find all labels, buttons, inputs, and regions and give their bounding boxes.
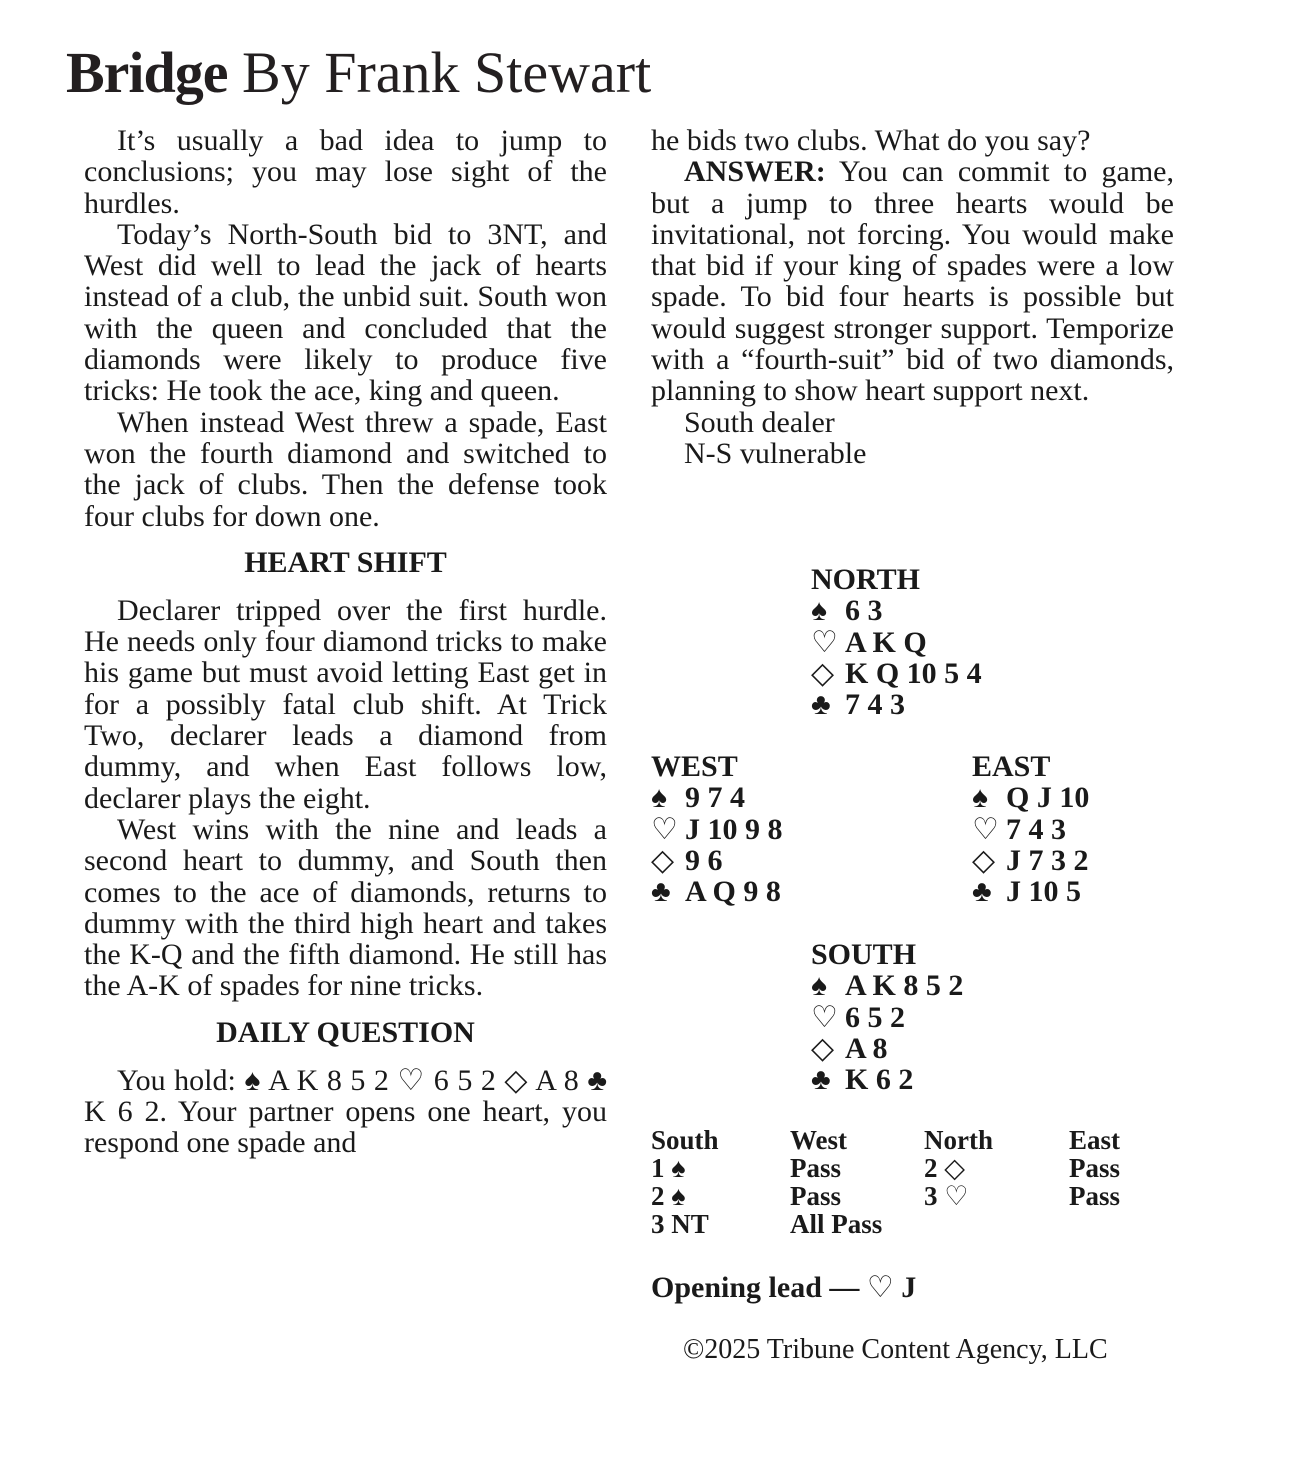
west-clubs: A Q 9 8 [685, 875, 781, 909]
auction-bid: Pass [1069, 1153, 1121, 1183]
intro-paragraph: When instead West threw a spade, East won the fourth diamond and switched to the jack of clubs. Then the defense took four clubs for down one. [84, 405, 607, 533]
diamond-icon: ◇ [651, 843, 675, 877]
north-hearts: A K Q [845, 625, 927, 659]
west-hand [651, 751, 783, 907]
spade-icon: ♠ [972, 781, 988, 815]
auction-bid [1069, 1210, 1191, 1238]
club-icon: ♣ [651, 875, 671, 909]
north-hand [811, 564, 982, 720]
answer-paragraph [651, 156, 1174, 406]
section-paragraph: West wins with the nine and leads a second heart to dummy, and South then comes to the ace of diamonds, returns to dummy with the third high heart and takes the K-Q and the fifth diamond. He still has the A-K of spades for nine tricks. [84, 812, 607, 1003]
heart-icon: ♡ [651, 812, 678, 846]
auction-header-row [651, 1126, 1191, 1154]
auction-bid: Pass [1069, 1181, 1121, 1211]
intro-paragraph: Today’s North-South bid to 3NT, and West did well to lead the jack of hearts instead of a club, the unbid suit. South won with the queen and concluded that the diamonds were likely to produce five tricks: He took the ace, king and queen. [84, 217, 607, 408]
section-paragraph: Declarer tripped over the first hurdle. He needs only four diamond tricks to make his game but must avoid letting East get in for a possibly fatal club shift. At Trick Two, declarer leads a diamond from dummy, and when East follows low, declarer plays the eight. [84, 593, 607, 815]
copyright-notice: ©2025 Tribune Content Agency, LLC [683, 1334, 1108, 1365]
north-diamonds: K Q 10 5 4 [845, 656, 982, 690]
east-clubs: J 10 5 [1006, 875, 1081, 909]
left-column [84, 125, 607, 1159]
right-column [651, 125, 1174, 469]
auction-header: East [1069, 1125, 1121, 1155]
club-icon: ♣ [811, 688, 831, 722]
east-hearts: 7 4 3 [1006, 812, 1066, 846]
auction-header: North [924, 1125, 993, 1155]
auction-row [651, 1210, 1191, 1238]
spade-icon: ♠ [811, 594, 827, 628]
east-spades: Q J 10 [1006, 781, 1090, 815]
north-clubs: 7 4 3 [845, 688, 905, 722]
diamond-icon: ◇ [811, 656, 835, 690]
east-hand [972, 751, 1089, 907]
vulnerability-line: N-S vulnerable [684, 436, 867, 470]
south-clubs: K 6 2 [845, 1063, 914, 1097]
opening-lead: Opening lead — ♡ J [651, 1271, 917, 1304]
diamond-icon: ◇ [811, 1031, 835, 1065]
column-title [66, 38, 651, 108]
spade-icon: ♠ [811, 969, 827, 1003]
auction-header: South [651, 1125, 719, 1155]
auction-bid: All Pass [790, 1209, 883, 1239]
heart-icon: ♡ [972, 812, 999, 846]
dealer-line: South dealer [684, 405, 835, 439]
intro-paragraph: It’s usually a bad idea to jump to conclusions; you may lose sight of the hurdles. [84, 124, 607, 220]
hand-label: SOUTH [811, 938, 917, 971]
south-hand [811, 939, 963, 1095]
auction-bid: 2 ◇ [924, 1153, 966, 1183]
hand-label: NORTH [811, 563, 920, 596]
auction-bid: 3 ♡ [924, 1181, 969, 1211]
east-diamonds: J 7 3 2 [1006, 843, 1089, 877]
south-hearts: 6 5 2 [845, 1000, 905, 1034]
section-heading: HEART SHIFT [244, 545, 447, 579]
auction-row [651, 1182, 1191, 1210]
brand-name: Bridge [66, 40, 228, 105]
south-diamonds: A 8 [845, 1031, 888, 1065]
auction-bid: 3 NT [651, 1209, 709, 1239]
answer-label: ANSWER: [684, 155, 826, 189]
question-continuation: he bids two clubs. What do you say? [651, 124, 1091, 157]
heart-icon: ♡ [811, 625, 838, 659]
auction-bid: 1 ♠ [651, 1153, 686, 1183]
question-heading: DAILY QUESTION [216, 1015, 475, 1049]
west-diamonds: 9 6 [685, 843, 723, 877]
club-icon: ♣ [811, 1063, 831, 1097]
auction-row [651, 1154, 1191, 1182]
north-spades: 6 3 [845, 594, 883, 628]
question-text: You hold: ♠ A K 8 5 2 ♡ 6 5 2 ◇ A 8 ♣ K 6 2. Your partner opens one heart, you respond one spade and [84, 1063, 608, 1160]
auction-bid: Pass [790, 1153, 842, 1183]
west-spades: 9 7 4 [685, 781, 745, 815]
auction-bid: Pass [790, 1181, 842, 1211]
spade-icon: ♠ [651, 781, 667, 815]
heart-icon: ♡ [811, 1000, 838, 1034]
west-hearts: J 10 9 8 [685, 812, 783, 846]
diamond-icon: ◇ [972, 843, 996, 877]
auction-bid: 2 ♠ [651, 1181, 686, 1211]
south-spades: A K 8 5 2 [845, 969, 964, 1003]
auction-bid [924, 1210, 1069, 1238]
auction-table [651, 1126, 1191, 1238]
hand-label: WEST [651, 750, 738, 783]
answer-text: You can commit to game, but a jump to three hearts would be invitational, not forcing. You would make that bid if your king of spades were a low spade. To bid four hearts is possible but would suggest stronger support. Temporize with a “fourth-suit” bid of two diamonds, planning to show heart support next. [651, 155, 1174, 408]
auction-header: West [790, 1125, 847, 1155]
byline: By Frank Stewart [242, 40, 652, 105]
hand-label: EAST [972, 750, 1051, 783]
club-icon: ♣ [972, 875, 992, 909]
